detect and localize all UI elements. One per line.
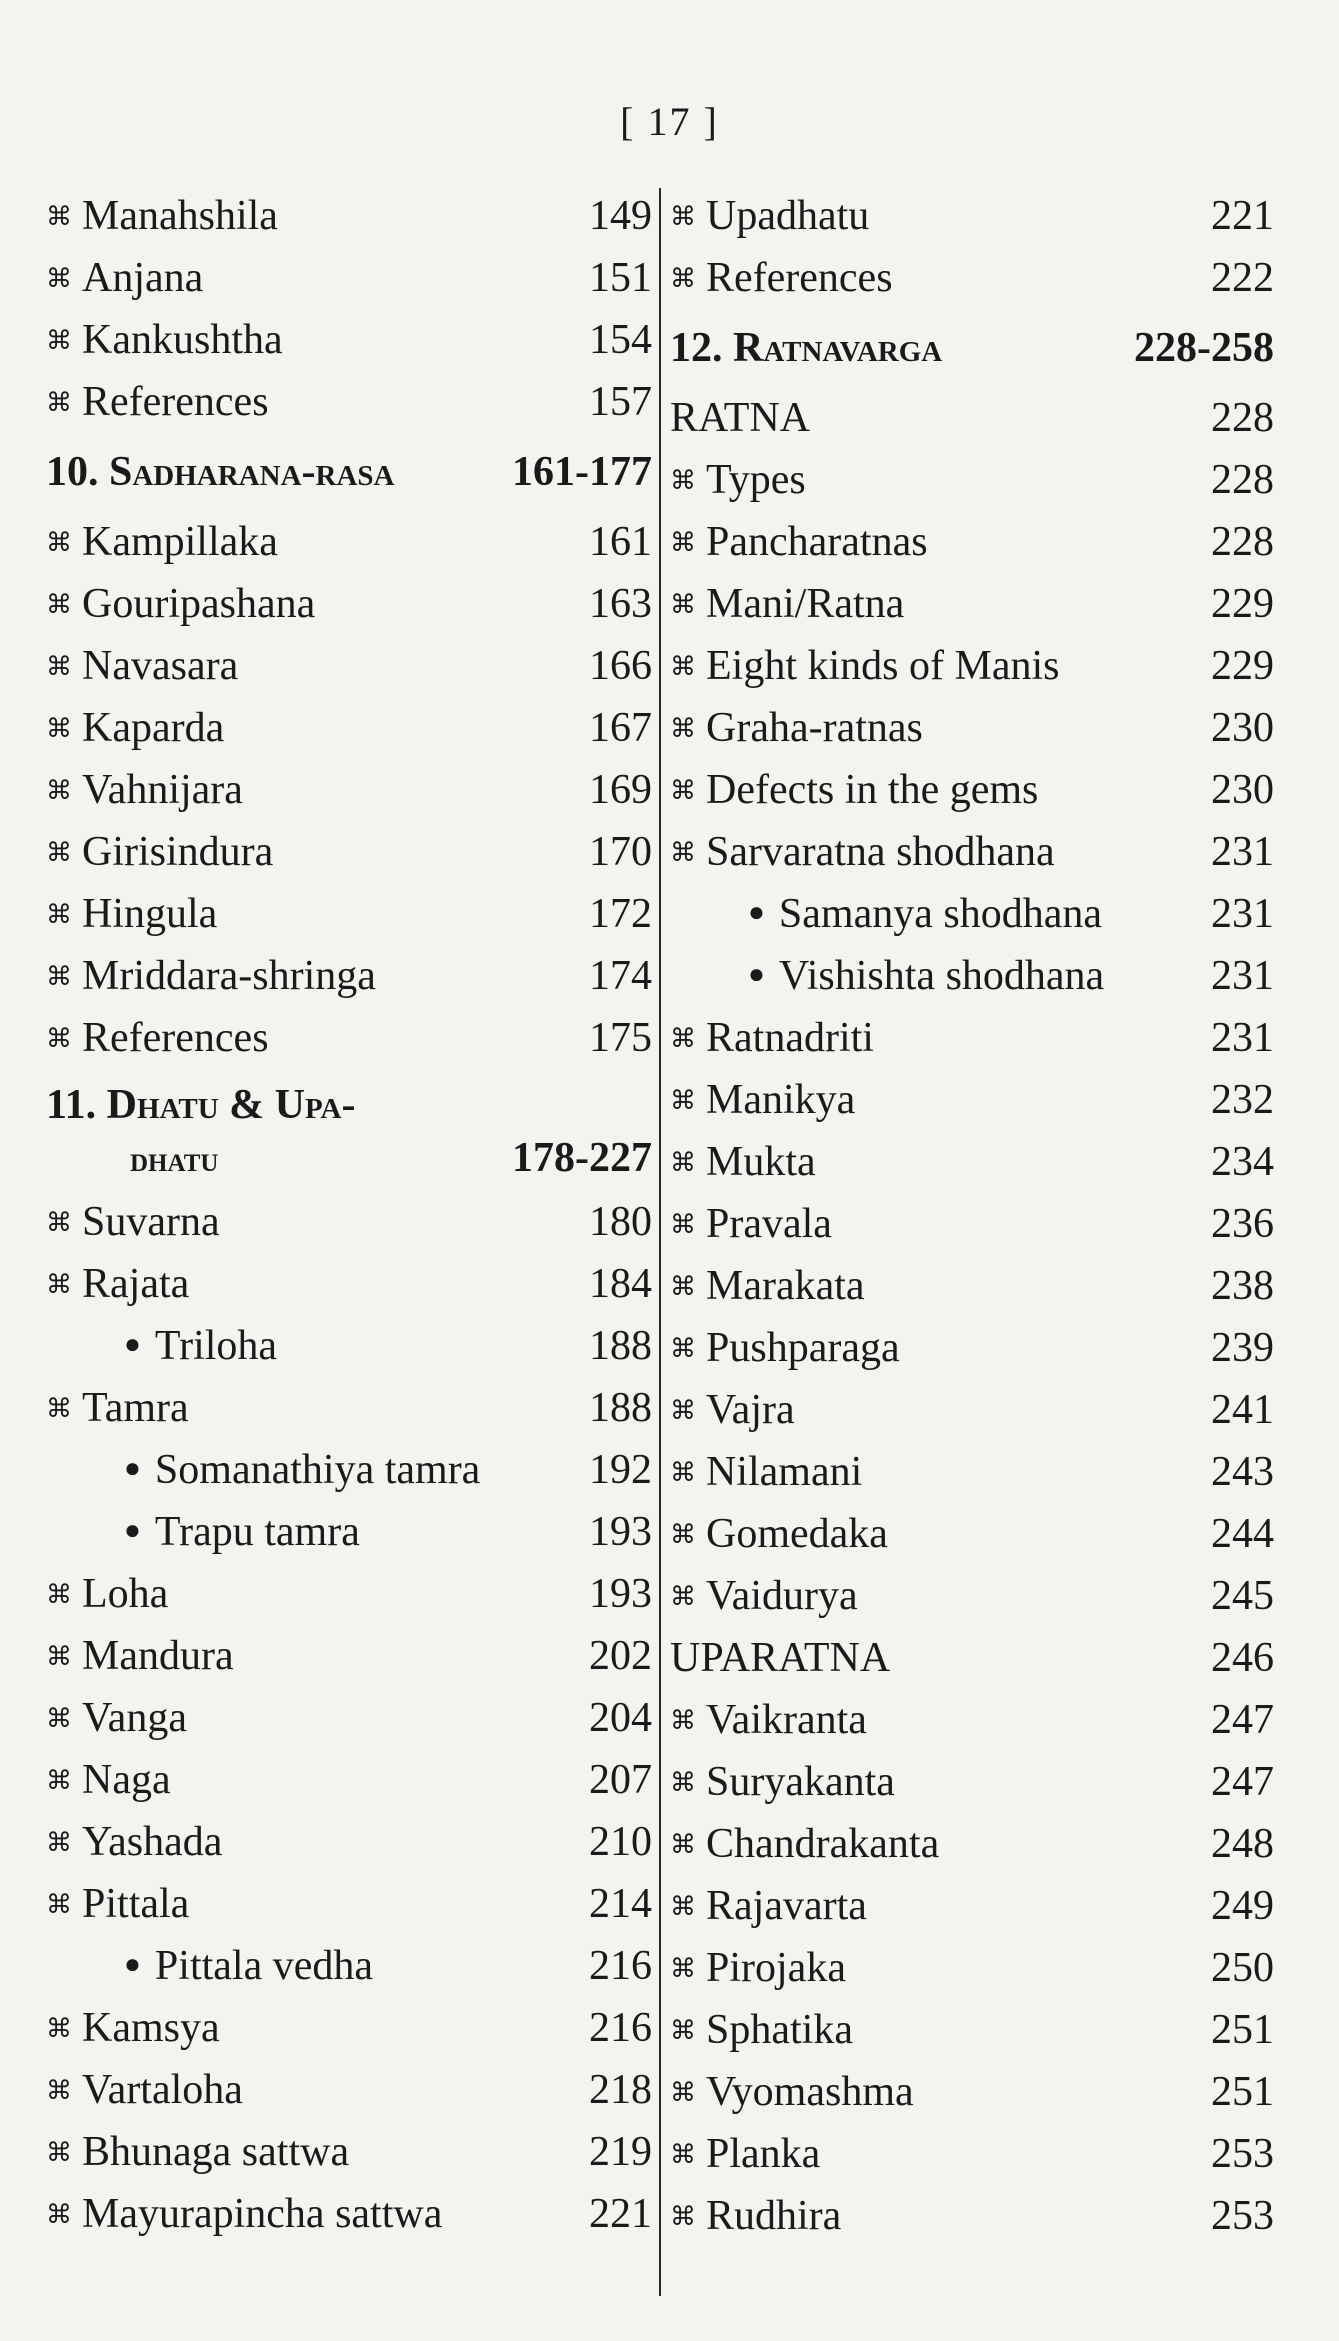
page-ref: 167 <box>589 705 652 751</box>
star-marker-icon: ⌘ <box>670 1582 696 1611</box>
star-marker-icon: ⌘ <box>670 1892 696 1921</box>
star-marker-icon: ⌘ <box>46 838 72 867</box>
page-ref: 231 <box>1211 891 1274 937</box>
star-marker-icon: ⌘ <box>670 1954 696 1983</box>
page-ref: 166 <box>589 643 652 689</box>
page-ref: 193 <box>589 1571 652 1617</box>
page-ref: 149 <box>589 193 652 239</box>
toc-entry <box>670 1937 1274 1999</box>
page-ref: 239 <box>1211 1325 1274 1371</box>
star-marker-icon: ⌘ <box>670 1458 696 1487</box>
toc-entry <box>670 697 1274 759</box>
star-marker-icon: ⌘ <box>670 1210 696 1239</box>
page-ref: 180 <box>589 1199 652 1245</box>
entry-label: Chandrakanta <box>706 1821 940 1867</box>
entry-label: Somanathiya tamra <box>154 1447 481 1493</box>
toc-entry <box>670 511 1274 573</box>
star-marker-icon: ⌘ <box>670 1830 696 1859</box>
toc-entry <box>46 1749 652 1811</box>
toc-entry <box>670 1007 1274 1069</box>
star-marker-icon: ⌘ <box>46 326 72 355</box>
page-ref: 229 <box>1211 643 1274 689</box>
star-marker-icon: ⌘ <box>670 1024 696 1053</box>
page-ref: 221 <box>1211 193 1274 239</box>
toc-entry <box>46 1191 652 1253</box>
bullet-icon: ● <box>124 1453 141 1484</box>
page-number: [ 17 ] <box>620 99 719 144</box>
toc-entry <box>46 759 652 821</box>
star-marker-icon: ⌘ <box>46 1394 72 1423</box>
page-ref: 247 <box>1211 1697 1274 1743</box>
toc-entry <box>670 185 1274 247</box>
toc-entry <box>670 1875 1274 1937</box>
page-ref: 154 <box>589 317 652 363</box>
toc-entry <box>46 1997 652 2059</box>
entry-label: Gomedaka <box>706 1511 888 1557</box>
star-marker-icon: ⌘ <box>670 2202 696 2231</box>
page-ref: 204 <box>589 1695 652 1741</box>
star-marker-icon: ⌘ <box>670 714 696 743</box>
page-ref: 246 <box>1211 1635 1274 1681</box>
entry-label: Manikya <box>706 1077 856 1123</box>
page-ref: 202 <box>589 1633 652 1679</box>
entry-label: Vaidurya <box>706 1573 858 1619</box>
page-ref: 178-227 <box>512 1135 652 1181</box>
entry-label: Triloha <box>154 1323 278 1369</box>
bullet-icon: ● <box>748 897 765 928</box>
star-marker-icon: ⌘ <box>46 1828 72 1857</box>
page-ref: 214 <box>589 1881 652 1927</box>
entry-label: Rajata <box>82 1261 190 1307</box>
entry-label: Kaparda <box>82 705 225 751</box>
entry-label: Manahshila <box>82 193 278 239</box>
entry-label: Suvarna <box>82 1199 220 1245</box>
page-ref: 175 <box>589 1015 652 1061</box>
entry-label: Defects in the gems <box>706 767 1039 813</box>
star-marker-icon: ⌘ <box>670 2078 696 2107</box>
entry-label: References <box>706 255 893 301</box>
entry-label: Mayurapincha sattwa <box>82 2191 443 2237</box>
toc-entry <box>46 1563 652 1625</box>
toc-entry <box>46 309 652 371</box>
entry-label: Kamsya <box>82 2005 220 2051</box>
entry-label: Pittala <box>82 1881 190 1927</box>
page-ref: 253 <box>1211 2131 1274 2177</box>
page-ref: 169 <box>589 767 652 813</box>
entry-label: Anjana <box>82 255 204 301</box>
toc-entry <box>46 821 652 883</box>
entry-label: Rudhira <box>706 2193 842 2239</box>
entry-label: Mukta <box>706 1139 816 1185</box>
entry-label: Nilamani <box>706 1449 863 1495</box>
star-marker-icon: ⌘ <box>670 202 696 231</box>
toc-group-heading <box>670 1627 1274 1689</box>
bullet-icon: ● <box>124 1949 141 1980</box>
star-marker-icon: ⌘ <box>670 1086 696 1115</box>
entry-label: Rajavarta <box>706 1883 867 1929</box>
page-ref: 163 <box>589 581 652 627</box>
entry-label: References <box>82 1015 269 1061</box>
toc-entry <box>46 1687 652 1749</box>
entry-label: Sarvaratna shodhana <box>706 829 1055 875</box>
entry-label: dhatu <box>130 1139 219 1179</box>
page-ref: 161-177 <box>512 449 652 495</box>
toc-entry <box>670 1689 1274 1751</box>
page-ref: 216 <box>589 1943 652 1989</box>
page-ref: 229 <box>1211 581 1274 627</box>
toc-entry <box>46 247 652 309</box>
page-ref: 207 <box>589 1757 652 1803</box>
page-ref: 248 <box>1211 1821 1274 1867</box>
page-ref: 243 <box>1211 1449 1274 1495</box>
star-marker-icon: ⌘ <box>670 1272 696 1301</box>
page-ref: 230 <box>1211 705 1274 751</box>
toc-entry <box>46 1007 652 1069</box>
toc-entry <box>46 635 652 697</box>
page-ref: 250 <box>1211 1945 1274 1991</box>
toc-entry <box>670 1503 1274 1565</box>
page-ref: 228 <box>1211 519 1274 565</box>
star-marker-icon: ⌘ <box>670 838 696 867</box>
bullet-icon: ● <box>124 1515 141 1546</box>
entry-label: Graha-ratnas <box>706 705 923 751</box>
page-ref: 228-258 <box>1134 325 1274 371</box>
toc-entry <box>670 1317 1274 1379</box>
star-marker-icon: ⌘ <box>46 900 72 929</box>
entry-label: RATNA <box>670 395 811 441</box>
star-marker-icon: ⌘ <box>670 1148 696 1177</box>
page-ref: 230 <box>1211 767 1274 813</box>
page-ref: 151 <box>589 255 652 301</box>
page-ref: 193 <box>589 1509 652 1555</box>
page-ref: 251 <box>1211 2007 1274 2053</box>
bullet-icon: ● <box>124 1329 141 1360</box>
entry-label: Pravala <box>706 1201 832 1247</box>
toc-chapter-heading-continued <box>46 1129 652 1191</box>
toc-entry <box>46 1253 652 1315</box>
entry-label: Bhunaga sattwa <box>82 2129 350 2175</box>
entry-label: Types <box>706 457 806 503</box>
page-ref: 184 <box>589 1261 652 1307</box>
star-marker-icon: ⌘ <box>670 776 696 805</box>
toc-chapter-heading <box>46 433 652 511</box>
toc-entry <box>46 1873 652 1935</box>
entry-label: References <box>82 379 269 425</box>
entry-label: Pittala vedha <box>154 1943 374 1989</box>
star-marker-icon: ⌘ <box>46 1208 72 1237</box>
toc-entry <box>46 573 652 635</box>
entry-label: Vahnijara <box>82 767 243 813</box>
entry-label: Ratnadriti <box>706 1015 874 1061</box>
page-ref: 210 <box>589 1819 652 1865</box>
toc-entry <box>670 1751 1274 1813</box>
star-marker-icon: ⌘ <box>46 1642 72 1671</box>
entry-label: 10. Sadharana-rasa <box>46 449 395 495</box>
toc-entry <box>670 821 1274 883</box>
toc-entry <box>670 247 1274 309</box>
toc-subentry <box>46 1315 652 1377</box>
star-marker-icon: ⌘ <box>46 1766 72 1795</box>
toc-entry <box>46 883 652 945</box>
page-ref: 253 <box>1211 2193 1274 2239</box>
page-ref: 249 <box>1211 1883 1274 1929</box>
toc-chapter-heading <box>46 1069 652 1129</box>
entry-label: Vishishta shodhana <box>778 953 1105 999</box>
page-ref: 238 <box>1211 1263 1274 1309</box>
toc-entry <box>670 1999 1274 2061</box>
toc-entry <box>46 2183 652 2245</box>
bullet-icon: ● <box>748 959 765 990</box>
star-marker-icon: ⌘ <box>46 590 72 619</box>
entry-label: Upadhatu <box>706 193 870 239</box>
star-marker-icon: ⌘ <box>670 1520 696 1549</box>
toc-entry <box>670 573 1274 635</box>
page-ref: 231 <box>1211 953 1274 999</box>
star-marker-icon: ⌘ <box>670 2140 696 2169</box>
entry-label: Suryakanta <box>706 1759 895 1805</box>
page-ref: 219 <box>589 2129 652 2175</box>
star-marker-icon: ⌘ <box>46 528 72 557</box>
toc-entry <box>46 371 652 433</box>
page-ref: 174 <box>589 953 652 999</box>
entry-label: Samanya shodhana <box>778 891 1103 937</box>
star-marker-icon: ⌘ <box>46 202 72 231</box>
entry-label: Mandura <box>82 1633 234 1679</box>
entry-label: Vartaloha <box>82 2067 243 2113</box>
toc-entry <box>670 2185 1274 2247</box>
toc-entry <box>46 185 652 247</box>
page-ref: 231 <box>1211 829 1274 875</box>
star-marker-icon: ⌘ <box>670 1396 696 1425</box>
toc-entry <box>670 1813 1274 1875</box>
star-marker-icon: ⌘ <box>46 1890 72 1919</box>
page-ref: 232 <box>1211 1077 1274 1123</box>
entry-label: Pirojaka <box>706 1945 846 1991</box>
star-marker-icon: ⌘ <box>46 1580 72 1609</box>
entry-label: Girisindura <box>82 829 274 875</box>
star-marker-icon: ⌘ <box>46 1270 72 1299</box>
entry-label: 12. Ratnavarga <box>670 325 943 371</box>
entry-label: Vanga <box>82 1695 187 1741</box>
toc-right-column <box>670 185 1274 2247</box>
page-ref: 228 <box>1211 457 1274 503</box>
page-ref: 231 <box>1211 1015 1274 1061</box>
entry-label: Gouripashana <box>82 581 316 627</box>
star-marker-icon: ⌘ <box>46 1024 72 1053</box>
star-marker-icon: ⌘ <box>46 776 72 805</box>
toc-entry <box>670 1069 1274 1131</box>
entry-label: Tamra <box>82 1385 189 1431</box>
star-marker-icon: ⌘ <box>46 2076 72 2105</box>
entry-label: Vyomashma <box>706 2069 914 2115</box>
toc-entry <box>46 1625 652 1687</box>
entry-label: Kampillaka <box>82 519 278 565</box>
page-ref: 241 <box>1211 1387 1274 1433</box>
page-ref: 172 <box>589 891 652 937</box>
toc-entry <box>670 2061 1274 2123</box>
toc-entry <box>670 1379 1274 1441</box>
page-ref: 161 <box>589 519 652 565</box>
toc-entry <box>670 759 1274 821</box>
star-marker-icon: ⌘ <box>670 2016 696 2045</box>
toc-entry <box>46 511 652 573</box>
toc-entry <box>46 2059 652 2121</box>
page-ref: 188 <box>589 1385 652 1431</box>
toc-chapter-heading <box>670 309 1274 387</box>
page-ref: 247 <box>1211 1759 1274 1805</box>
star-marker-icon: ⌘ <box>670 1706 696 1735</box>
page-ref: 222 <box>1211 255 1274 301</box>
star-marker-icon: ⌘ <box>46 388 72 417</box>
toc-group-heading <box>670 387 1274 449</box>
star-marker-icon: ⌘ <box>670 1768 696 1797</box>
toc-entry <box>46 2121 652 2183</box>
toc-entry <box>670 1193 1274 1255</box>
star-marker-icon: ⌘ <box>46 2200 72 2229</box>
page-ref: 236 <box>1211 1201 1274 1247</box>
star-marker-icon: ⌘ <box>46 264 72 293</box>
star-marker-icon: ⌘ <box>670 466 696 495</box>
toc-left-column <box>46 185 652 2245</box>
page-ref: 188 <box>589 1323 652 1369</box>
page-ref: 216 <box>589 2005 652 2051</box>
toc-entry <box>46 945 652 1007</box>
page-ref: 218 <box>589 2067 652 2113</box>
toc-entry <box>670 1565 1274 1627</box>
entry-label: 11. Dhatu & Upa- <box>46 1082 356 1128</box>
star-marker-icon: ⌘ <box>670 652 696 681</box>
toc-subentry <box>46 1501 652 1563</box>
toc-entry <box>46 1811 652 1873</box>
page-ref: 221 <box>589 2191 652 2237</box>
star-marker-icon: ⌘ <box>670 528 696 557</box>
entry-label: Trapu tamra <box>154 1509 360 1555</box>
toc-entry <box>670 1255 1274 1317</box>
entry-label: Kankushtha <box>82 317 283 363</box>
entry-label: Loha <box>82 1571 169 1617</box>
entry-label: Yashada <box>82 1819 223 1865</box>
entry-label: Navasara <box>82 643 239 689</box>
entry-label: Mani/Ratna <box>706 581 905 627</box>
entry-label: Pancharatnas <box>706 519 928 565</box>
toc-subentry <box>46 1439 652 1501</box>
toc-entry <box>46 697 652 759</box>
toc-subentry <box>670 883 1274 945</box>
star-marker-icon: ⌘ <box>46 1704 72 1733</box>
entry-label: UPARATNA <box>670 1635 891 1681</box>
entry-label: Vajra <box>706 1387 795 1433</box>
toc-entry <box>670 1441 1274 1503</box>
toc-entry <box>670 635 1274 697</box>
star-marker-icon: ⌘ <box>670 1334 696 1363</box>
toc-entry <box>46 1377 652 1439</box>
page-ref: 192 <box>589 1447 652 1493</box>
star-marker-icon: ⌘ <box>46 2014 72 2043</box>
entry-label: Mriddara-shringa <box>82 953 376 999</box>
page-ref: 244 <box>1211 1511 1274 1557</box>
page-ref: 228 <box>1211 395 1274 441</box>
entry-label: Hingula <box>82 891 218 937</box>
page-ref: 251 <box>1211 2069 1274 2115</box>
page-ref: 170 <box>589 829 652 875</box>
toc-subentry <box>46 1935 652 1997</box>
star-marker-icon: ⌘ <box>670 590 696 619</box>
toc-subentry <box>670 945 1274 1007</box>
entry-label: Sphatika <box>706 2007 853 2053</box>
toc-entry <box>670 2123 1274 2185</box>
star-marker-icon: ⌘ <box>46 2138 72 2167</box>
entry-label: Marakata <box>706 1263 865 1309</box>
star-marker-icon: ⌘ <box>46 652 72 681</box>
entry-label: Pushparaga <box>706 1325 900 1371</box>
page-ref: 157 <box>589 379 652 425</box>
entry-label: Planka <box>706 2131 821 2177</box>
page-ref: 245 <box>1211 1573 1274 1619</box>
toc-entry <box>670 1131 1274 1193</box>
column-divider <box>659 188 661 2296</box>
star-marker-icon: ⌘ <box>670 264 696 293</box>
entry-label: Naga <box>82 1757 171 1803</box>
star-marker-icon: ⌘ <box>46 714 72 743</box>
star-marker-icon: ⌘ <box>46 962 72 991</box>
entry-label: Eight kinds of Manis <box>706 643 1060 689</box>
entry-label: Vaikranta <box>706 1697 867 1743</box>
toc-entry <box>670 449 1274 511</box>
page-ref: 234 <box>1211 1139 1274 1185</box>
